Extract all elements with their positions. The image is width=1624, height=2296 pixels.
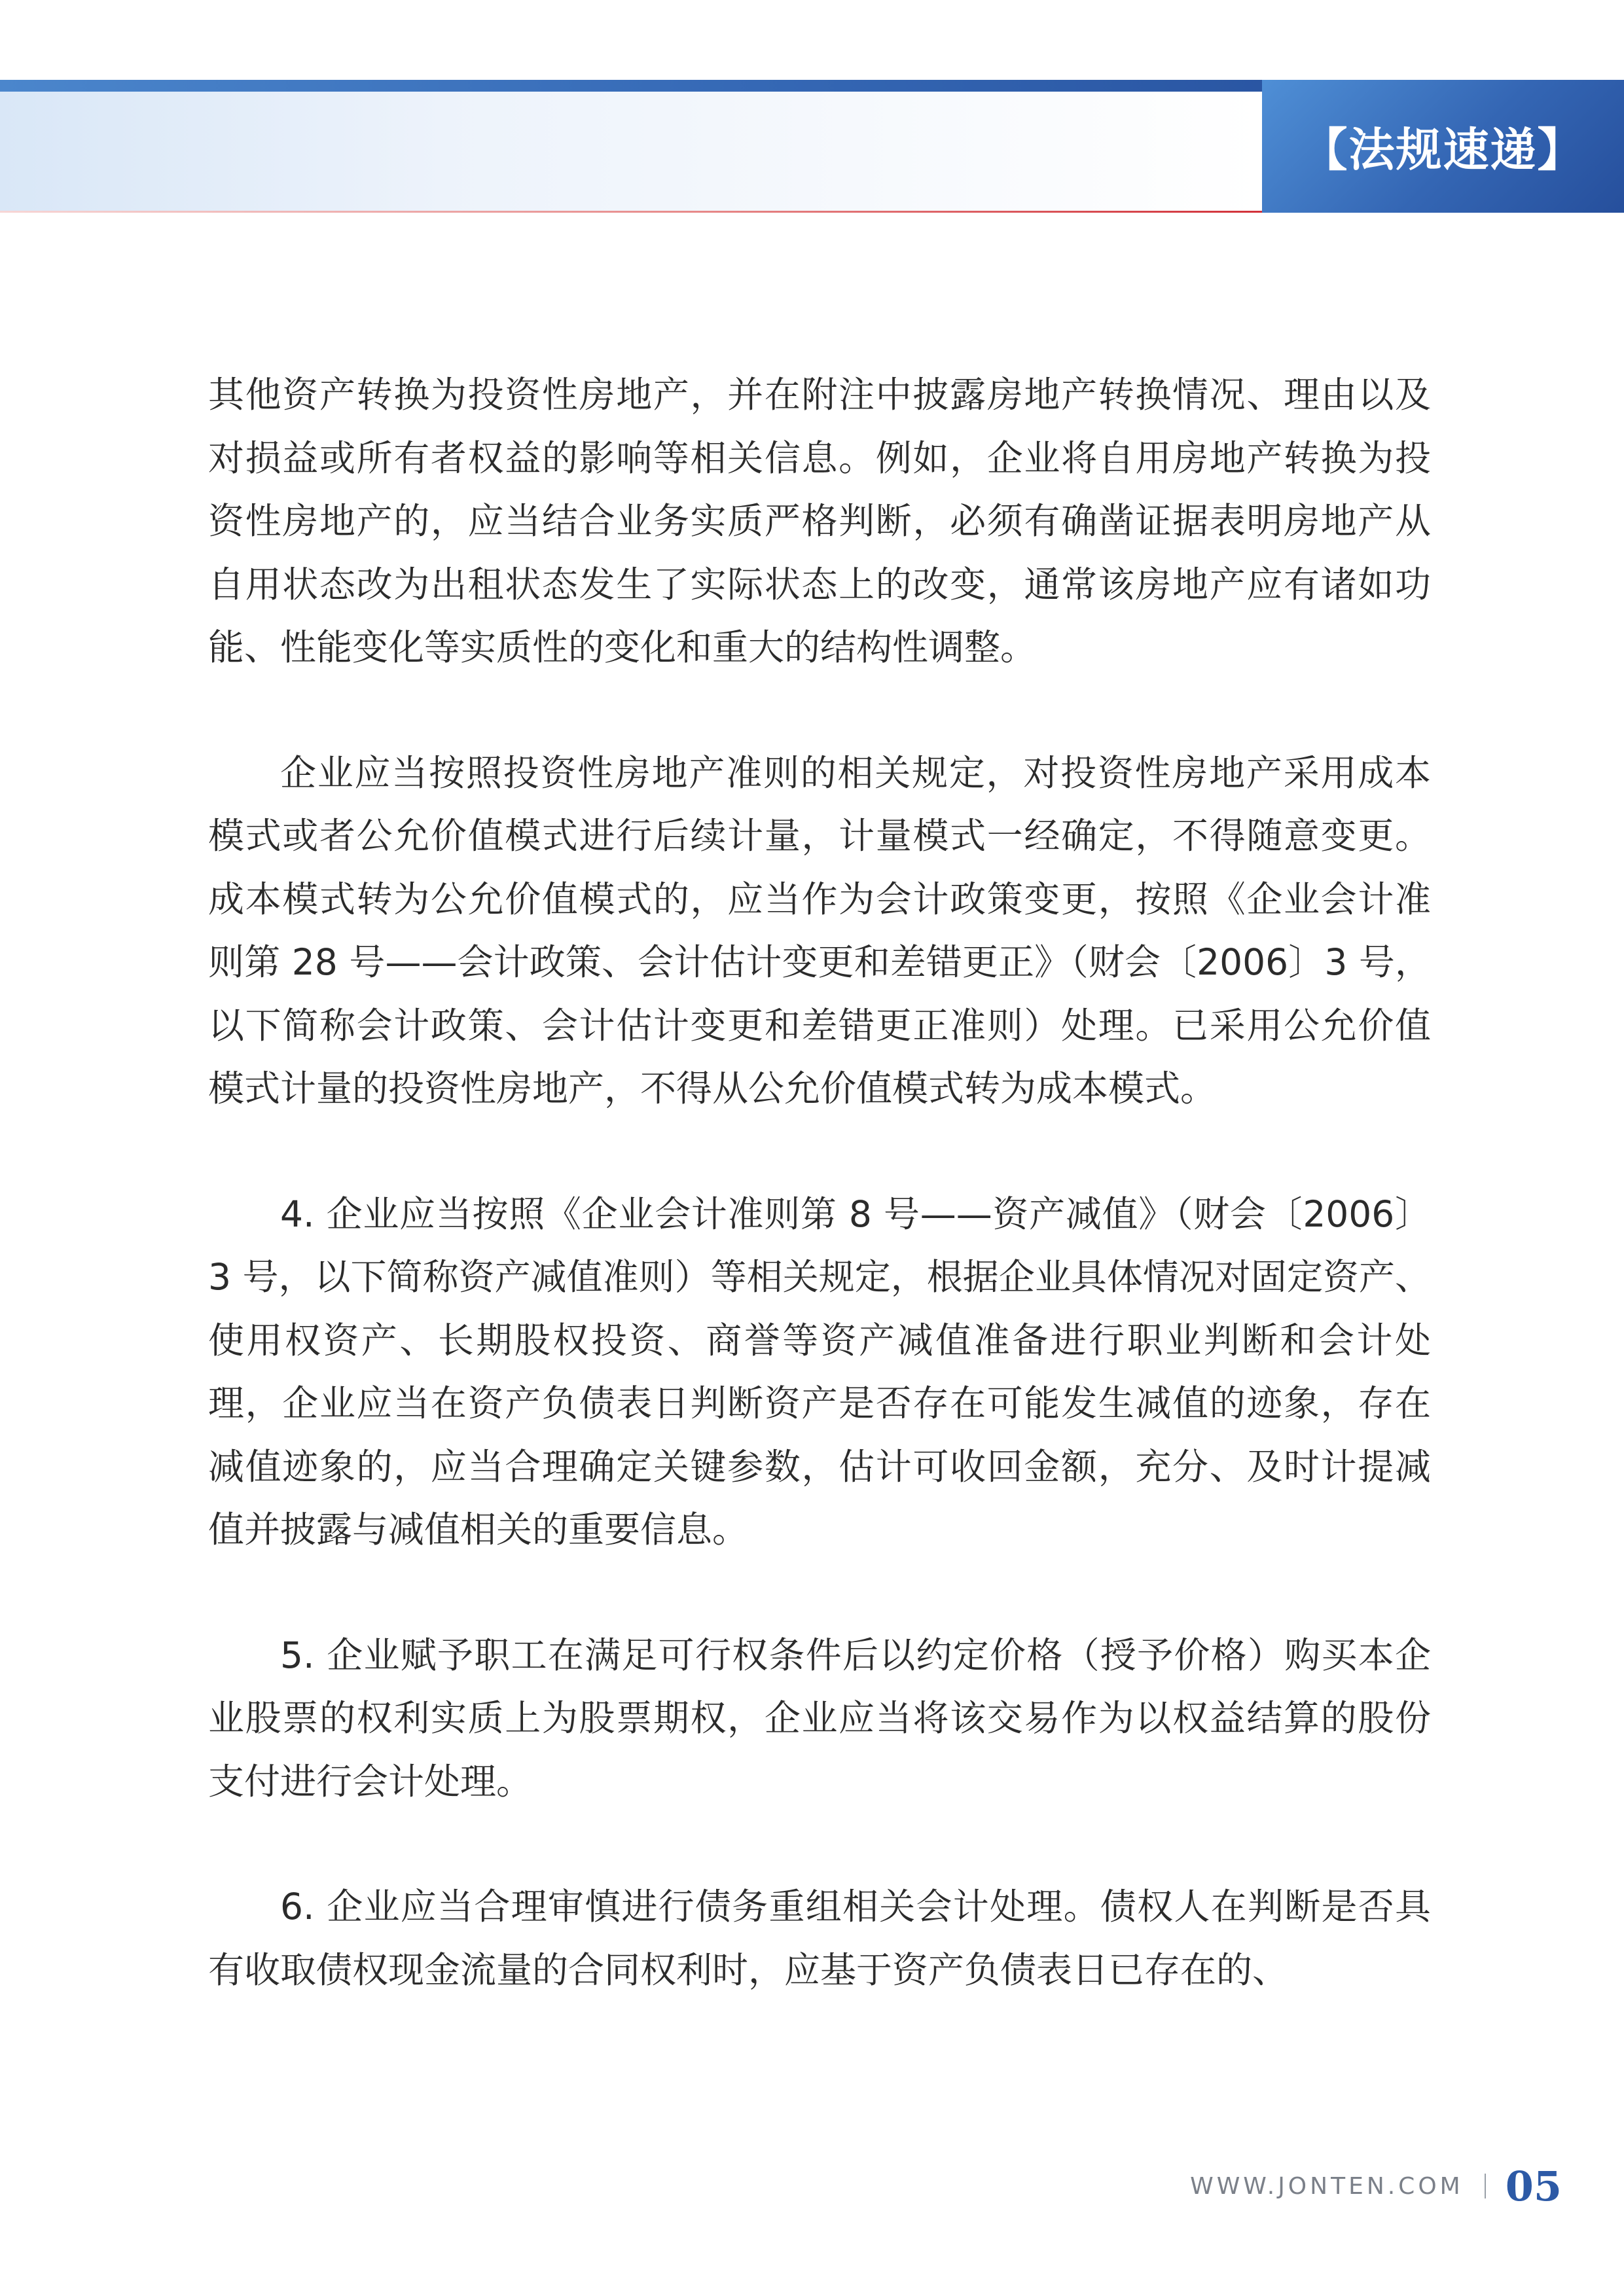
website-link[interactable]: WWW.JONTEN.COM	[1190, 2172, 1464, 2200]
header-band	[0, 80, 1262, 213]
paragraph-subsequent-measurement: 企业应当按照投资性房地产准则的相关规定，对投资性房地产采用成本模式或者公允价值模式进行后续计量，计量模式一经确定，不得随意变更。成本模式转为公允价值模式的，应当作为会计政策变更，按照《企业会计准则第 28 号——会计政策、会计估计变更和差错更正》（财会〔2006〕3 号，以下简称会计政策、会计估计变更和差错更正准则）处理。已采用公允价值模式计量的投资性房地产，不得从公允价值模式转为成本模式。	[208, 751, 1431, 1109]
header-top-rule	[0, 80, 1262, 92]
paragraph-item-5-share-options: 5. 企业赋予职工在满足可行权条件后以约定价格（授予价格）购买本企业股票的权利实质上为股票期权，企业应当将该交易作为以权益结算的股份支付进行会计处理。	[208, 1634, 1431, 1803]
section-tag-label: 【法规速递】	[1301, 123, 1585, 177]
article-body	[208, 363, 1431, 2064]
footer-divider	[1485, 2174, 1486, 2198]
paragraph-item-4-impairment: 4. 企业应当按照《企业会计准则第 8 号——资产减值》（财会〔2006〕3 号，以下简称资产减值准则）等相关规定，根据企业具体情况对固定资产、使用权资产、长期股权投资、商誉等资产减值准备进行职业判断和会计处理，企业应当在资产负债表日判断资产是否存在可能发生减值的迹象，存在减值迹象的，应当合理确定关键参数，估计可收回金额，充分、及时计提减值并披露与减值相关的重要信息。	[208, 1193, 1431, 1551]
paragraph-item-6-debt-restructuring: 6. 企业应当合理审慎进行债务重组相关会计处理。债权人在判断是否具有收取债权现金流量的合同权利时，应基于资产负债表日已存在的、	[208, 1886, 1431, 1991]
paragraph-continuation: 其他资产转换为投资性房地产，并在附注中披露房地产转换情况、理由以及对损益或所有者权益的影响等相关信息。例如，企业将自用房地产转换为投资性房地产的，应当结合业务实质严格判断，必须有确凿证据表明房地产从自用状态改为出租状态发生了实际状态上的改变，通常该房地产应有诸如功能、性能变化等实质性的变化和重大的结构性调整。	[208, 374, 1431, 668]
page-number: 05	[1505, 2162, 1562, 2210]
page-footer	[1190, 2160, 1562, 2212]
header-bottom-rule	[0, 211, 1262, 213]
section-tag	[1262, 80, 1624, 213]
